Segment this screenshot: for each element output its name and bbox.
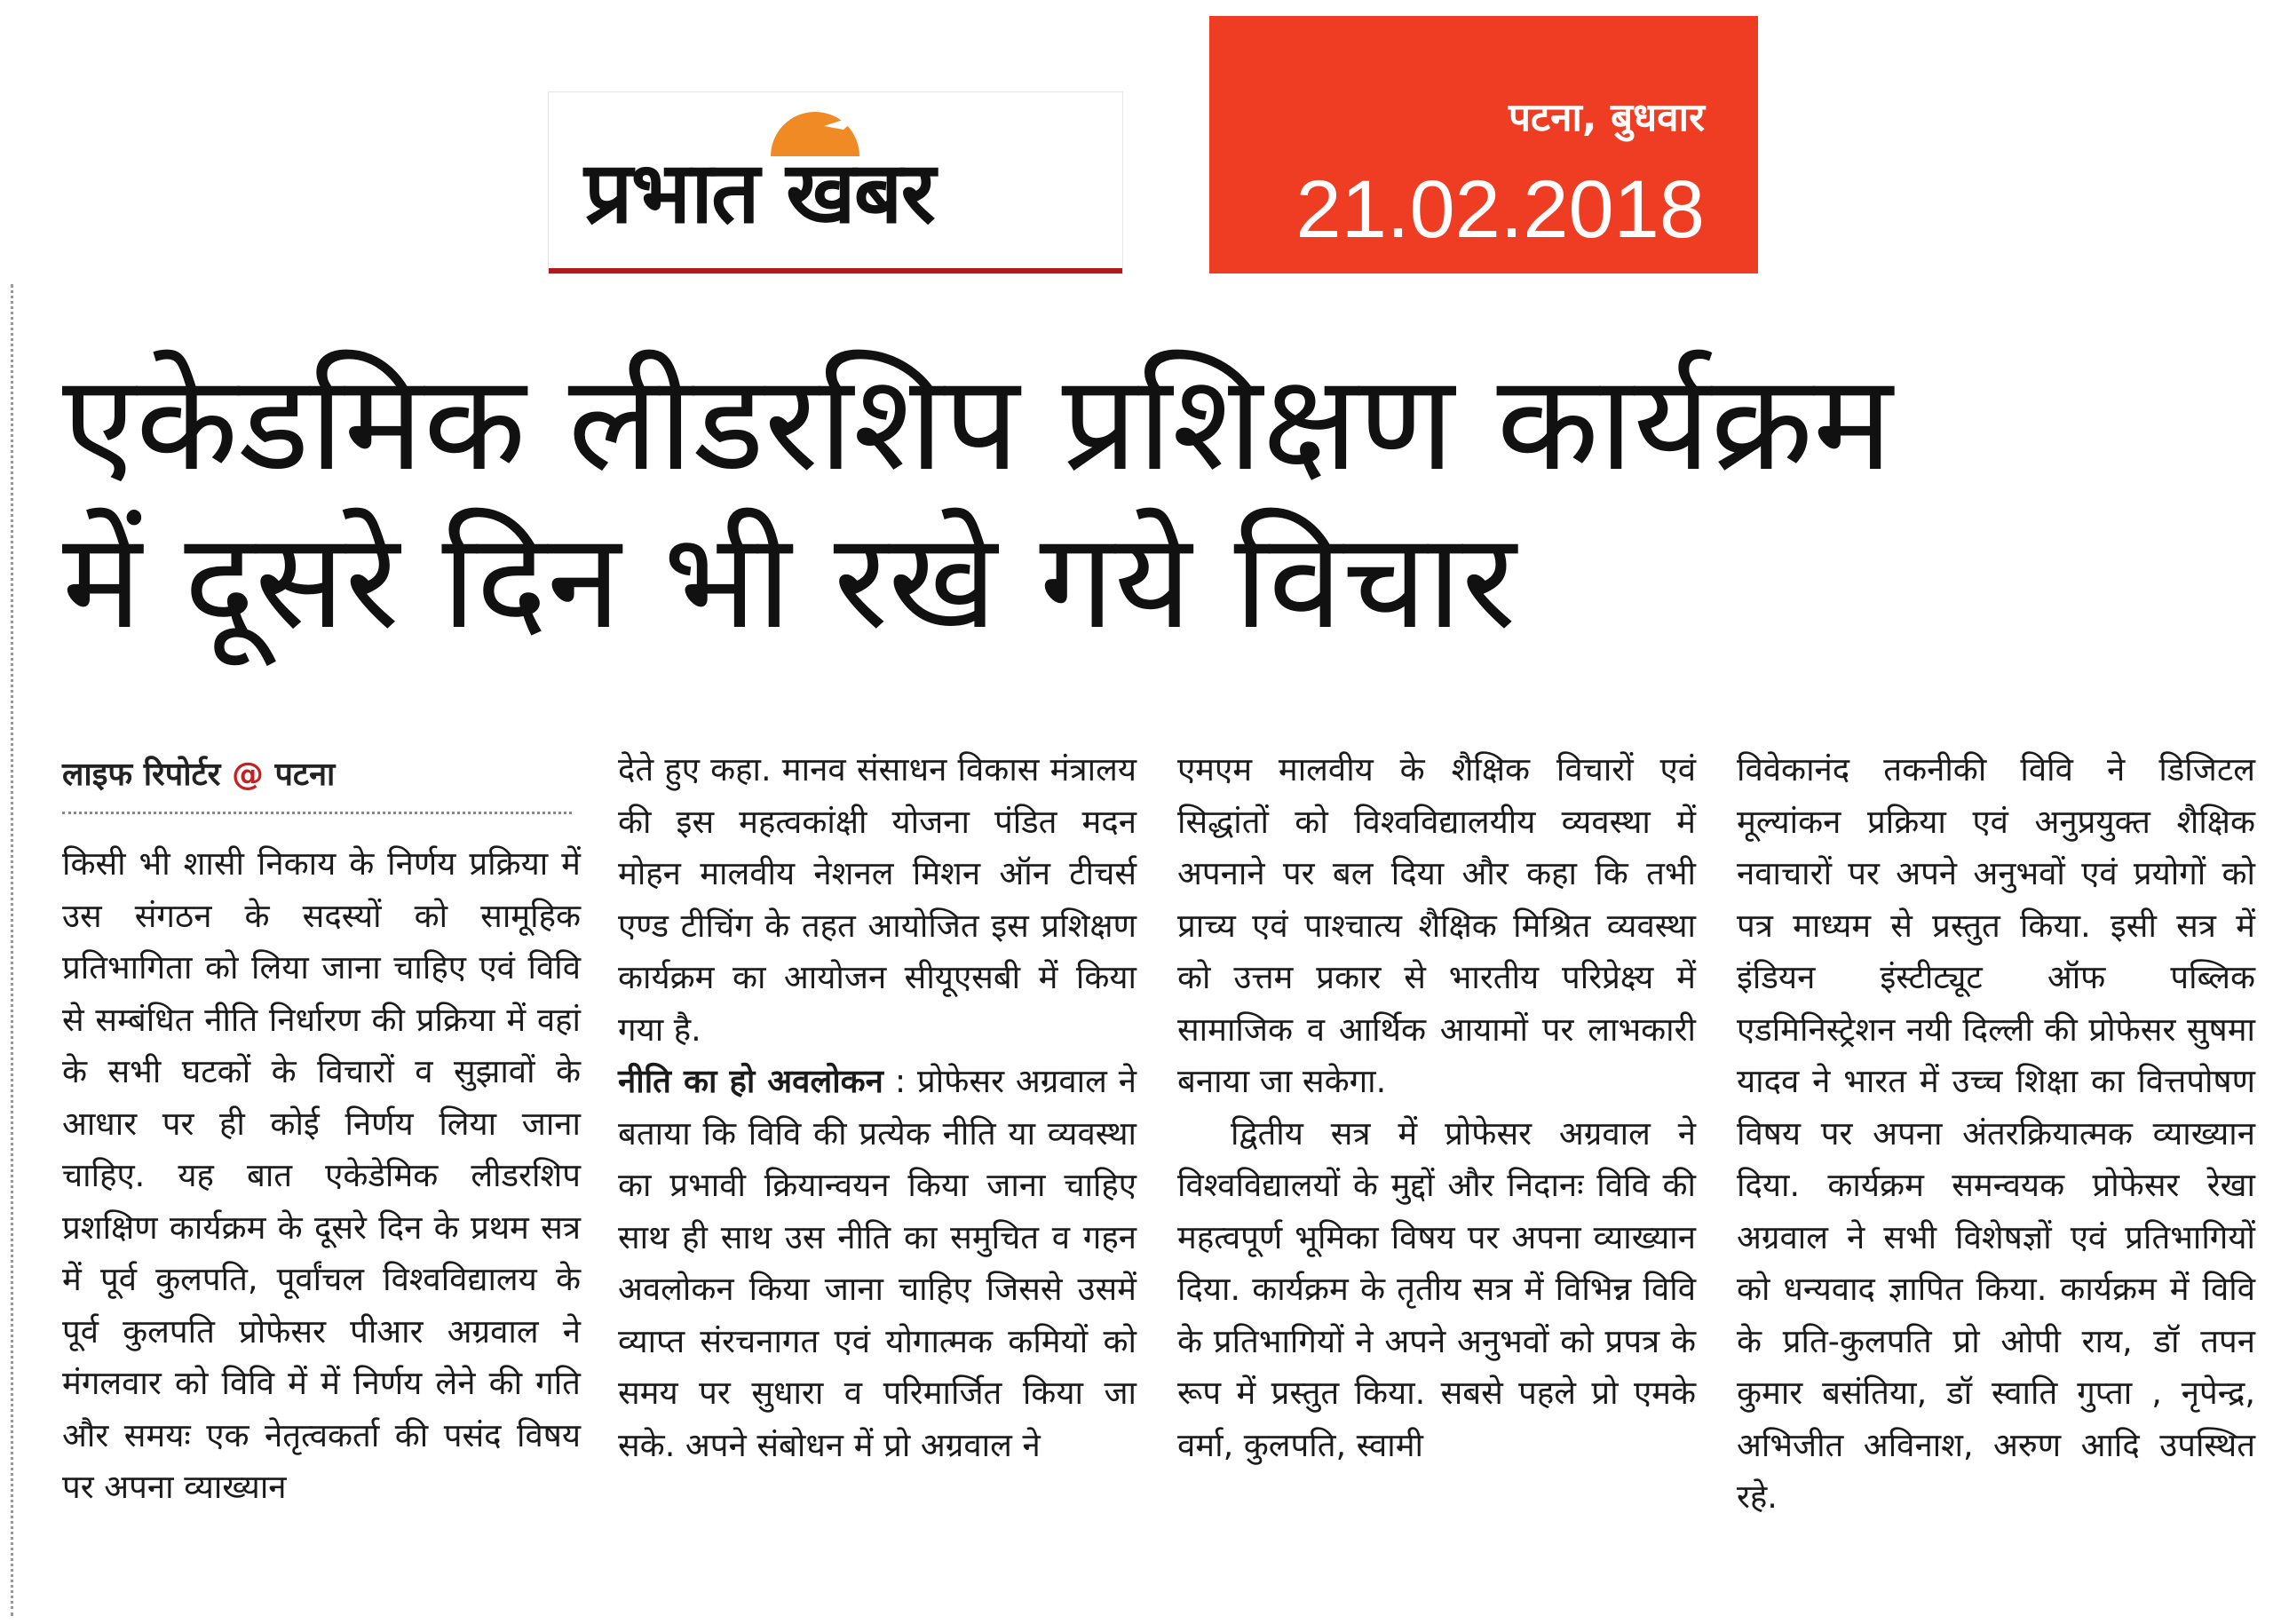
headline-line-2: में दूसरे दिन भी रखे गये विचार xyxy=(62,504,1517,659)
article-paragraph: द्वितीय सत्र में प्रोफेसर अग्रवाल ने विश्वविद्यालयों के मुद्दों और निदानः विवि की महत्वपूर्ण भूमिका विषय पर अपना व्याख्यान दिया. कार्यक्रम के तृतीय सत्र में विभिन्न विवि के प्रतिभागियों ने अपने अनुभवों को प्रपत्र के रूप में प्रस्तुत किया. सबसे पहले प्रो एमके वर्मा, कुलपति, स्वामी xyxy=(1177,1113,1696,1464)
dateline-box xyxy=(1209,16,1758,273)
dateline-city-day: पटना, बुधवार xyxy=(1508,95,1705,140)
article-column-1 xyxy=(62,838,581,1514)
page-edge-rule xyxy=(11,284,13,1616)
newspaper-masthead xyxy=(549,92,1122,273)
byline-reporter: लाइफ रिपोर्टर xyxy=(62,757,221,793)
article-column-3 xyxy=(1177,744,1696,1471)
byline xyxy=(62,751,335,795)
article-paragraph: एमएम मालवीय के शैक्षिक विचारों एवं सिद्धांतों को विश्वविद्यालयीय व्यवस्था में अपनाने पर बल दिया और कहा कि तभी प्राच्य एवं पाश्चात्य शैक्षिक मिश्रित व्यवस्था को उत्तम प्रकार से भारतीय परिप्रेक्ष्य में सामाजिक व आर्थिक आयामों पर लाभकारी बनाया जा सकेगा. xyxy=(1177,750,1696,1100)
article-paragraph-text: : प्रोफेसर अग्रवाल ने बताया कि विवि की प्रत्येक नीति या व्यवस्था का प्रभावी क्रियान्वयन किया जाना चाहिए साथ ही साथ उस नीति का समुचित व गहन अवलोकन किया जाना चाहिए जिससे उसमें व्याप्त संरचनागत एवं योगात्मक कमियों को समय पर सुधारा व परिमार्जित किया जा सके. अपने संबोधन में प्रो अग्रवाल ने xyxy=(618,1062,1136,1464)
article-column-4 xyxy=(1737,744,2255,1524)
article-column-2 xyxy=(618,744,1136,1471)
article-headline xyxy=(62,345,2229,661)
article-paragraph: किसी भी शासी निकाय के निर्णय प्रक्रिया में उस संगठन के सदस्यों को सामूहिक प्रतिभागिता को लिया जाना चाहिए एवं विवि से सम्बंधित नीति निर्धारण की प्रक्रिया में वहां के सभी घटकों के विचारों व सुझावों के आधार पर ही कोई निर्णय लिया जाना चाहिए. यह बात एकेडेमिक लीडरशिप प्रशक्षिण कार्यक्रम के दूसरे दिन के प्रथम सत्र में पूर्व कुलपति, पूर्वांचल विश्वविद्यालय के पूर्व कुलपति प्रोफेसर पीआर अग्रवाल ने मंगलवार को विवि में में निर्णय लेने की गति और समयः एक नेतृत्वकर्ता की पसंद विषय पर अपना व्याख्यान xyxy=(62,844,581,1506)
article-paragraph xyxy=(618,1056,1136,1471)
byline-at: @ xyxy=(231,757,264,793)
dateline-date: 21.02.2018 xyxy=(1295,164,1705,255)
subheading: नीति का हो अवलोकन xyxy=(618,1062,883,1100)
byline-divider xyxy=(62,812,572,814)
headline-line-1: एकेडमिक लीडरशिप प्रशिक्षण कार्यक्रम xyxy=(62,346,1893,501)
article-paragraph: देते हुए कहा. मानव संसाधन विकास मंत्रालय की इस महत्वकांक्षी योजना पंडित मदन मोहन मालवीय नेशनल मिशन ऑन टीचर्स एण्ड टीचिंग के तहत आयोजित इस प्रशिक्षण कार्यक्रम का आयोजन सीयूएसबी में किया गया है. xyxy=(618,750,1136,1049)
byline-city: पटना xyxy=(274,757,336,793)
newspaper-logo: प्रभात खबर xyxy=(584,143,934,242)
article-paragraph: विवेकानंद तकनीकी विवि ने डिजिटल मूल्यांकन प्रक्रिया एवं अनुप्रयुक्त शैक्षिक नवाचारों पर अपने अनुभवों एवं प्रयोगों को पत्र माध्यम से प्रस्तुत किया. इसी सत्र में इंडियन इंस्टीट्यूट ऑफ पब्लिक एडमिनिस्ट्रेशन नयी दिल्ली की प्रोफेसर सुषमा यादव ने भारत में उच्च शिक्षा का वित्तपोषण विषय पर अपना अंतरक्रियात्मक व्याख्यान दिया. कार्यक्रम समन्वयक प्रोफेसर रेखा अग्रवाल ने सभी विशेषज्ञों एवं प्रतिभागियों को धन्यवाद ज्ञापित किया. कार्यक्रम में विवि के प्रति-कुलपति प्रो ओपी राय, डॉ तपन कुमार बसंतिया, डॉ स्वाति गुप्ता , नृपेन्द्र, अभिजीत अविनाश, अरुण आदि उपस्थित रहे. xyxy=(1737,750,2255,1516)
